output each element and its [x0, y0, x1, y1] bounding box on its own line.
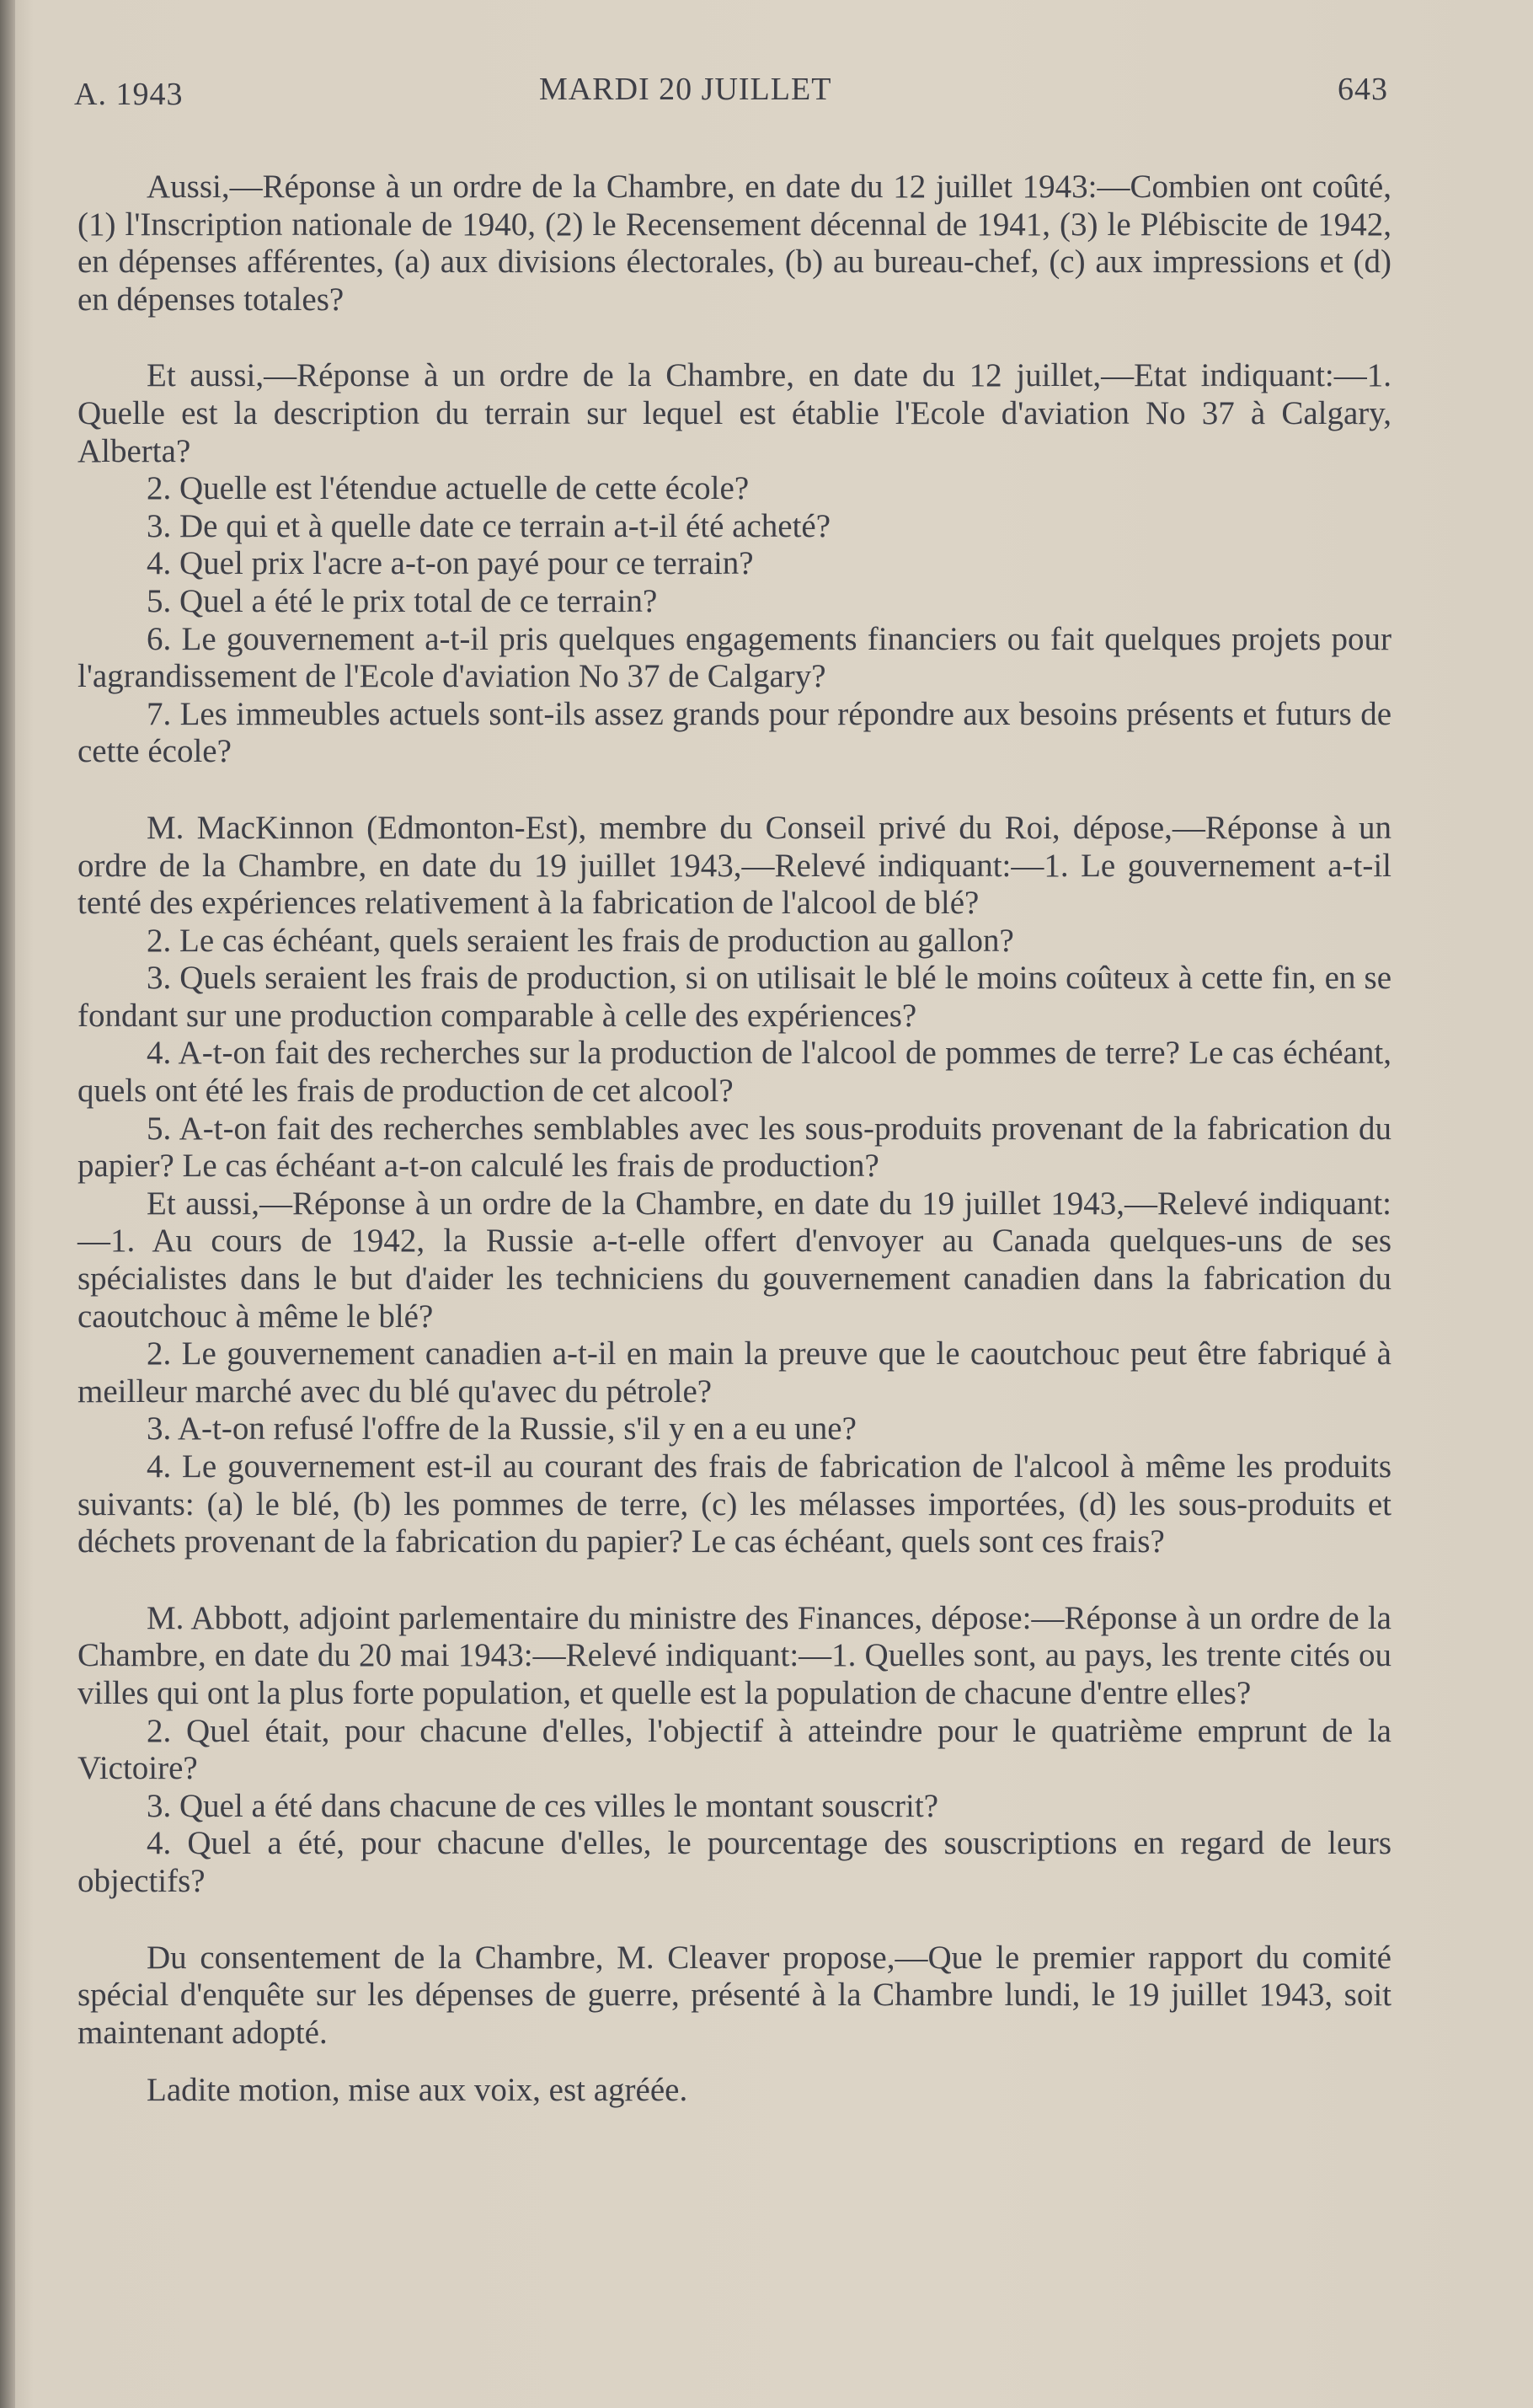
list-item: 2. Le gouvernement canadien a-t-il en main la preuve que le caoutchouc peut être fabriqué à meilleur marché avec du blé qu'avec du pétrole? — [77, 1335, 1391, 1410]
list-item: 3. De qui et à quelle date ce terrain a-t-il été acheté? — [147, 507, 831, 544]
paragraph-gap — [77, 1901, 1391, 1940]
list-item: 2. Quel était, pour chacune d'elles, l'objectif à atteindre pour le quatrième emprunt de la Victoire? — [77, 1712, 1391, 1787]
list-item: 4. A-t-on fait des recherches sur la production de l'alcool de pommes de terre? Le cas échéant, quels ont été les frais de production de cet alcool? — [77, 1035, 1391, 1110]
list-item: 4. Quel prix l'acre a-t-on payé pour ce terrain? — [147, 545, 754, 582]
header-year: A. 1943 — [74, 77, 184, 112]
list-item: 3. Quels seraient les frais de production, si on utilisait le blé le moins coûteux à cette fin, en se fondant sur une production comparable à celle des expériences? — [77, 960, 1391, 1034]
list-item: 7. Les immeubles actuels sont-ils assez grands pour répondre aux besoins présents et futurs de cette école? — [77, 695, 1391, 770]
paragraph-wheat-alcohol: M. MacKinnon (Edmonton-Est), membre du Conseil privé du Roi, dépose,—Réponse à un ordre de la Chambre, en date du 19 juillet 1943,—Relevé indiquant:—1. Le gouvernement a-t-il tenté des expériences relativement à la fabrication de l'alcool de blé? — [77, 809, 1391, 922]
list-item: 2. Quelle est l'étendue actuelle de cette école? — [147, 470, 750, 507]
paragraph-gap — [77, 318, 1391, 357]
header-date: MARDI 20 JUILLET — [539, 72, 832, 107]
page-body — [77, 169, 1391, 2110]
paragraph-gap — [77, 1561, 1391, 1600]
list-item: 4. Le gouvernement est-il au courant des frais de fabrication de l'alcool à même les produits suivants: (a) le blé, (b) les pommes de terre, (c) les mélasses importées, (d) les sous-produits et déchets provenant de la fabrication du papier? Le cas échéant, quels sont ces frais? — [77, 1448, 1391, 1560]
paragraph-gap — [77, 771, 1391, 810]
list-item: 3. Quel a été dans chacune de ces villes le montant souscrit? — [147, 1787, 938, 1824]
page-number: 643 — [1338, 72, 1388, 107]
list-item: 4. Quel a été, pour chacune d'elles, le pourcentage des souscriptions en regard de leurs objectifs? — [77, 1825, 1391, 1899]
paragraph-aviation-school: Et aussi,—Réponse à un ordre de la Chambre, en date du 12 juillet,—Etat indiquant:—1. Quelle est la description du terrain sur lequel est établie l'Ecole d'aviation No 37 à Calgary, Alberta? — [77, 357, 1391, 469]
list-item: 2. Le cas échéant, quels seraient les frais de production au gallon? — [147, 922, 1014, 959]
paragraph-rubber-russia: Et aussi,—Réponse à un ordre de la Chambre, en date du 19 juillet 1943,—Relevé indiquant:—1. Au cours de 1942, la Russie a-t-elle offert d'envoyer au Canada quelques-uns de ses spécialistes dans le but d'aider les techniciens du gouvernement canadien dans la fabrication du caoutchouc à même le blé? — [77, 1185, 1391, 1335]
list-item: 5. A-t-on fait des recherches semblables avec les sous-produits provenant de la fabrication du papier? Le cas échéant a-t-on calculé les frais de production? — [77, 1110, 1391, 1185]
paragraph-census-costs: Aussi,—Réponse à un ordre de la Chambre, en date du 12 juillet 1943:—Combien ont coûté, (1) l'Inscription nationale de 1940, (2) le Recensement décennal de 1941, (3) le Plébiscite de 1942, en dépenses afférentes, (a) aux divisions électorales, (b) au bureau-chef, (c) aux impressions et (d) en dépenses totales? — [77, 169, 1391, 318]
list-item: 6. Le gouvernement a-t-il pris quelques engagements financiers ou fait quelques projets pour l'agrandissement de l'Ecole d'aviation No 37 de Calgary? — [77, 620, 1391, 695]
list-item: 5. Quel a été le prix total de ce terrain? — [147, 582, 658, 619]
paragraph-motion-agreed: Ladite motion, mise aux voix, est agréée. — [147, 2072, 688, 2109]
list-item: 3. A-t-on refusé l'offre de la Russie, s'il y en a eu une? — [147, 1410, 857, 1447]
paragraph-cleaver-motion: Du consentement de la Chambre, M. Cleaver propose,—Que le premier rapport du comité spécial d'enquête sur les dépenses de guerre, présenté à la Chambre lundi, le 19 juillet 1943, soit maintenant adopté. — [77, 1939, 1391, 2051]
page-header — [74, 71, 1388, 121]
paragraph-victory-loan: M. Abbott, adjoint parlementaire du ministre des Finances, dépose:—Réponse à un ordre de la Chambre, en date du 20 mai 1943:—Relevé indiquant:—1. Quelles sont, au pays, les trente cités ou villes qui ont la plus forte population, et quelle est la population de chacune d'entre elles? — [77, 1599, 1391, 1711]
paragraph-gap — [77, 2052, 1391, 2072]
book-spine — [0, 0, 15, 2408]
